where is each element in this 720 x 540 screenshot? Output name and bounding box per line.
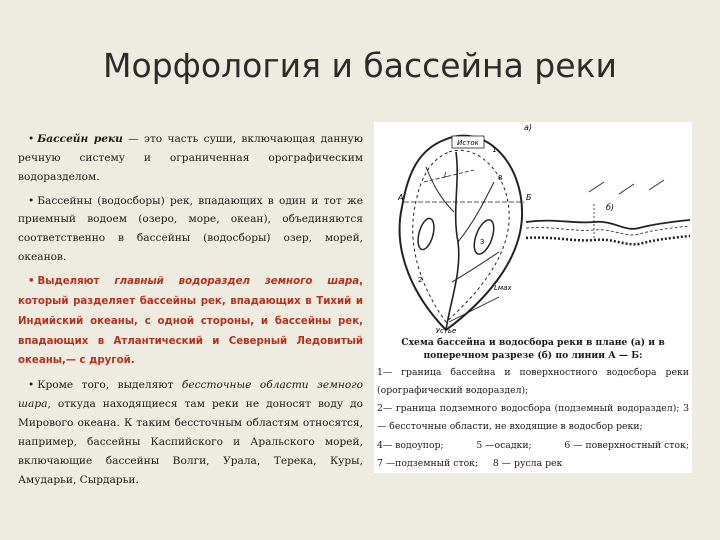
tributary (426, 167, 454, 212)
main-divide-part1: Выделяют (37, 275, 115, 287)
label-L: L (444, 171, 448, 179)
endorheic-part1: Кроме того, выделяют (37, 379, 182, 392)
basin-boundary (400, 136, 523, 330)
endorheic-area-right (470, 217, 497, 256)
figure-caption: Схема бассейна и водосбора реки в плане (а) и в поперечном разрезе (б) по линии А — Б: (374, 336, 692, 365)
lmax-line (449, 297, 499, 322)
label-b: б) (606, 203, 615, 212)
slide-title: Морфология и бассейна реки (103, 46, 617, 85)
endorheic-area-left (415, 217, 437, 252)
label-a: а) (524, 123, 533, 132)
num-2: 2 (418, 276, 423, 284)
main-divide-part2: , который разделяет бассейны рек, впадающих в Тихий и Индийский океаны, с одной стороны, и бассейны рек, впадающих в Атлантический и Северный Ледовитый океаны,— с другой. (18, 275, 363, 367)
source-label: Исток (457, 139, 479, 147)
legend-precipitation: 5 —осадки; (476, 439, 532, 451)
num-8: 8 (498, 174, 503, 182)
figure-legend (374, 364, 692, 473)
main-river (446, 152, 459, 330)
precip-line (649, 180, 664, 190)
length-line (424, 170, 474, 182)
legend-line-1: 1— граница бассейна и поверхностного водосбора реки (орографический водораздел); (377, 367, 689, 397)
precip-line (619, 184, 634, 194)
mouth-label: Устье (435, 327, 457, 335)
section-ground (526, 220, 690, 229)
bullet-dot: • (28, 275, 35, 287)
section-layer (526, 226, 690, 235)
catchments-text: Бассейны (водосборы) рек, впадающих в один и тот же приемный водоем (озеро, море, океан), объединяются соответственно в бассейны (водосборы) озер, морей, океанов. (18, 194, 363, 264)
basin-diagram (374, 122, 692, 336)
bullet-basin-definition (18, 130, 363, 187)
bullet-main-divide (18, 272, 363, 371)
num-3: 3 (480, 238, 485, 246)
precip-line (589, 182, 604, 192)
bullet-endorheic (18, 376, 363, 489)
main-divide-term: главный водораздел земного шара (114, 275, 360, 287)
bullet-dot: • (28, 133, 35, 145)
legend-surface-runoff: 6 — поверхностный сток; (564, 439, 689, 451)
legend-riverbeds: 8 — русла рек (492, 457, 563, 469)
label-Lmax: Lмах (494, 284, 512, 292)
legend-aquitard: 4— водоупор; (377, 439, 444, 451)
bullet-catchments (18, 192, 363, 267)
legend-line-3 (377, 437, 689, 455)
bullet-list (18, 130, 363, 494)
label-A: А (398, 193, 404, 202)
num-1: 1 (492, 146, 497, 154)
groundwater-boundary (413, 150, 509, 322)
endorheic-term: бессточные области земного шара (18, 379, 363, 411)
tributary (458, 182, 494, 242)
cross-section (526, 180, 690, 244)
legend-groundwater-runoff: 7 —подземный сток; (377, 457, 479, 469)
basin-definition-text: — это часть суши, включающая данную речную систему и ограниченная орографическим водоразделом. (18, 133, 363, 183)
legend-line-2: 2— граница подземного водосбора (подземный водораздел); 3 — бессточные области, не входящие в водосбор реки; (377, 403, 689, 433)
term-basin: Бассейн реки (37, 133, 123, 145)
legend-line-4 (377, 455, 689, 473)
label-B: Б (526, 193, 532, 202)
bullet-dot: • (28, 194, 35, 207)
endorheic-part2: , откуда находящиеся там реки не доносят воду до Мирового океана. К таким бессточным областям относятся, например, бассейны Каспийского и Аральского морей, включающие бассейны Волги, Урала, Терека, Куры, Амударьи, Сырдарьи. (18, 398, 363, 486)
section-aquitard (526, 236, 690, 244)
bullet-dot: • (28, 379, 35, 392)
